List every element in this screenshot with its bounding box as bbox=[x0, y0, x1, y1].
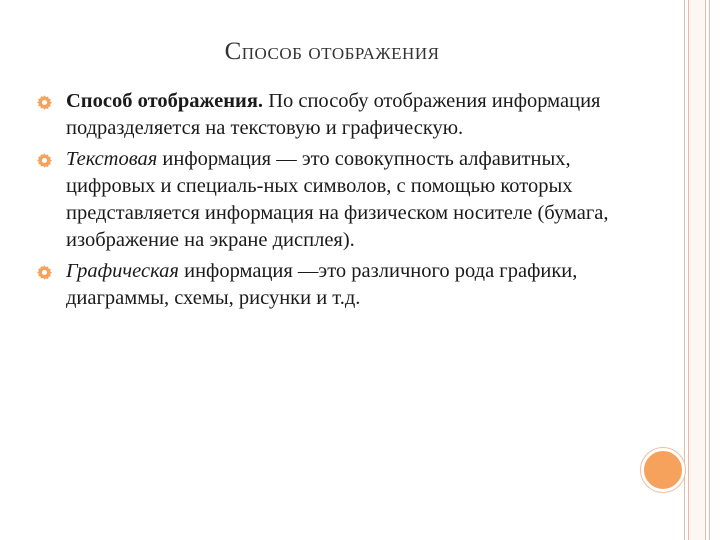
slide-title: СПОСОБ ОТОБРАЖЕНИЯ bbox=[224, 38, 440, 65]
bullet-item bbox=[36, 258, 636, 312]
bullet-text: информация — это совокупность алфавитных, цифровых и специаль-ных символов, с помощью которых представляется информация на физическом носителе (бумага, изображение на экране дисплея). bbox=[66, 148, 609, 251]
edge-line bbox=[684, 0, 685, 540]
edge-line bbox=[688, 0, 689, 540]
gear-bullet-icon bbox=[36, 264, 53, 281]
bullet-item bbox=[36, 88, 636, 142]
edge-line bbox=[705, 0, 706, 540]
bullet-lead: Способ отображения. bbox=[66, 90, 264, 112]
gear-bullet-icon bbox=[36, 152, 53, 169]
bullet-lead: Текстовая bbox=[66, 148, 158, 170]
bullet-item bbox=[36, 146, 636, 254]
bullet-text: информация —это различного рода графики, диаграммы, схемы, рисунки и т.д. bbox=[66, 260, 578, 309]
gear-bullet-icon bbox=[36, 94, 53, 111]
bullet-list bbox=[36, 88, 636, 316]
bullet-text: По способу отображения информация подразделяется на текстовую и графическую. bbox=[66, 90, 601, 139]
edge-line bbox=[709, 0, 710, 540]
bullet-lead: Графическая bbox=[66, 260, 179, 282]
decorative-circle bbox=[641, 448, 685, 492]
edge-decoration-panel bbox=[689, 0, 705, 540]
